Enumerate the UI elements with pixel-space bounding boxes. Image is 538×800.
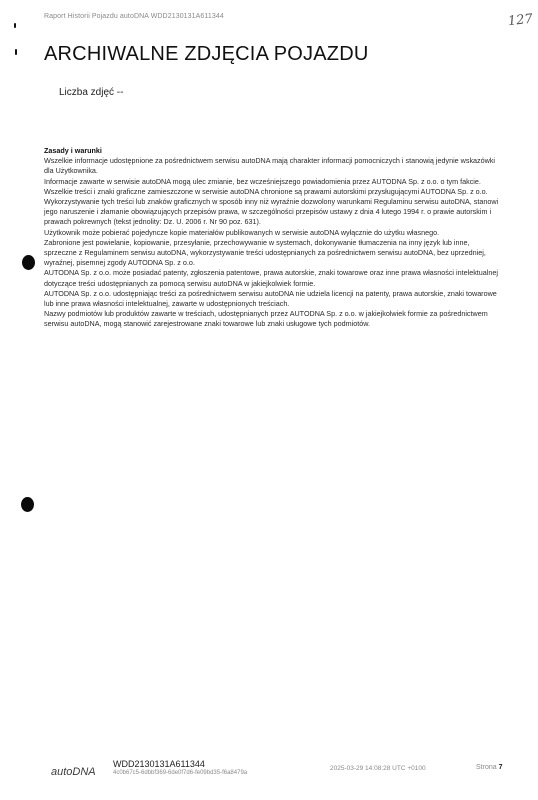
page-label: Strona [476,764,497,771]
autodna-logo: autoDNA [51,766,96,778]
terms-paragraph: AUTODNA Sp. z o.o. udostępniając treści za pośrednictwem serwisu autoDNA nie udziela licencji na patenty, prawa autorskie, znaki towarowe lub inne prawa własności intelektualnej, zawarte w udostępnionych treściach. [44,288,497,309]
scan-mark-top [14,23,16,28]
footer-vin: WDD2130131A611344 [113,759,205,769]
terms-paragraph: AUTODNA Sp. z o.o. może posiadać patenty, zgłoszenia patentowe, prawa autorskie, znaki towarowe oraz inne prawa własności intelektualnej dotyczące treści udostępnianych za pomocą serwisu autoDNA w jakiejkolwiek formie. [44,268,498,288]
page-title: ARCHIWALNE ZDJĘCIA POJAZDU [44,43,369,65]
terms-paragraph: Informacje zawarte w serwisie autoDNA mogą ulec zmianie, bez wcześniejszego powiadomienia przez AUTODNA Sp. z o.o. o tym fakcie. [44,176,481,186]
terms-paragraph: Użytkownik może pobierać pojedyncze kopie materiałów publikowanych w serwisie autoDNA wyłącznie do użytku własnego. [44,227,440,237]
terms-paragraph: Wszelkie treści i znaki graficzne zamieszczone w serwisie autoDNA chronione są prawami autorskimi przysługującymi AUTODNA Sp. z o.o. Wykorzystywanie tych treści lub znaków graficznych w sposób inny niż wyraźnie dozwolony warunkami Regulaminu serwisu autoDNA, stanowi jego naruszenie i złamanie obowiązujących przepisów prawa, w szczególności przepisów ustawy z dnia 4 lutego 1994 r. o prawie autorskim i prawach pokrewnych (tekst jednolity: Dz. U. 2006 r. Nr 90 poz. 631). [44,186,499,227]
terms-paragraph: Wszelkie informacje udostępnione za pośrednictwem serwisu autoDNA mają charakter informacji pomocniczych i stanowią jedynie wskazówki dla Użytkownika. [44,156,496,176]
handwritten-page-number: 127 [507,11,534,30]
scan-mark-lower [15,49,17,55]
footer-page-indicator [476,764,502,771]
report-header-line: Raport Historii Pojazdu autoDNA WDD2130131A611344 [44,13,224,20]
terms-heading: Zasady i warunki [44,146,102,155]
punch-hole-lower [21,497,34,512]
terms-section [44,146,502,330]
footer-timestamp: 2025-03-29 14:08:28 UTC +0100 [330,765,426,772]
terms-paragraph: Zabronione jest powielanie, kopiowanie, przesyłanie, przechowywanie w systemach, dokonywanie tłumaczenia na inny język lub inne, sprzeczne z Regulaminem serwisu autoDNA, wykorzystywanie treści udostępnianych za pośrednictwem serwisu autoDNA, bez uprzedniej, wyraźnej, pisemnej zgody AUTODNA Sp. z o.o. [44,237,486,268]
footer-report-hash: 4c0b67c5-6dbbf369-6de0f7d6-fe09bd35-f6a8479a [113,770,248,776]
punch-hole-upper [22,255,35,270]
terms-paragraph: Nazwy podmiotów lub produktów zawarte w treściach, udostępnianych przez AUTODNA Sp. z o.o. w jakiejkolwiek formie za pośrednictwem serwisu autoDNA, mogą stanowić zarejestrowane znaki towarowe lub znaki usługowe tych podmiotów. [44,309,488,329]
photo-count-label: Liczba zdjęć -- [59,87,124,98]
page-number: 7 [498,764,503,771]
